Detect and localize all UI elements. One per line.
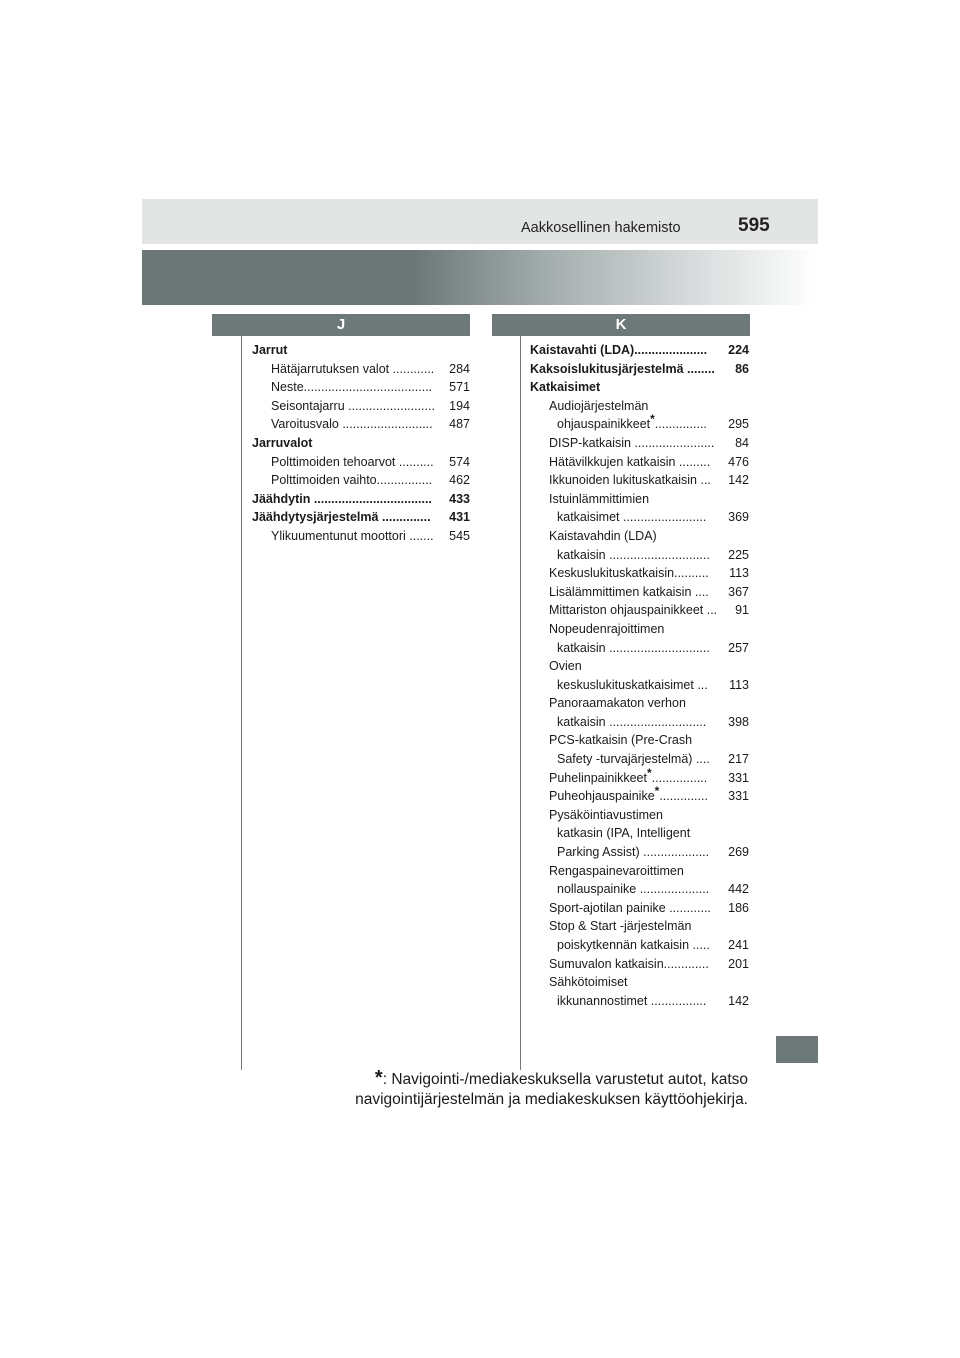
index-entry (530, 784, 749, 806)
index-entry-text: Istuinlämmittimien (549, 491, 650, 506)
index-entry-text: Kaistavahdin (LDA) (549, 528, 657, 543)
index-entry (530, 992, 749, 1011)
index-entry-leader: .............. (659, 789, 708, 804)
index-entry (252, 453, 470, 472)
index-entry (530, 750, 749, 769)
index-entry (530, 973, 749, 992)
index-entry-text: Seisontajarru ......................... (271, 398, 435, 413)
index-column-j (252, 341, 470, 546)
index-entry (530, 713, 749, 732)
index-entry (530, 955, 749, 974)
footnote-star: * (374, 1067, 383, 1089)
index-entry (530, 843, 749, 862)
page-number: 595 (738, 215, 770, 236)
index-entry-text: katkaisin ............................. (557, 640, 710, 655)
footnote-line-2: navigointijärjestelmän ja mediakeskuksen käyttöohjekirja. (355, 1091, 748, 1108)
index-entry-page: 369 (728, 510, 749, 525)
index-entry-text: Hätävilkkujen katkaisin ......... (549, 454, 711, 469)
index-entry-page: 367 (728, 584, 749, 599)
index-entry-text: ikkunannostimet ................ (557, 993, 707, 1008)
index-entry-text: Kaistavahti (LDA)..................... (530, 343, 708, 357)
index-entry-text: Lisälämmittimen katkaisin .... (549, 584, 709, 599)
index-entry (530, 471, 749, 490)
index-entry-page: 142 (728, 473, 749, 488)
index-entry-text: Ylikuumentunut moottori ....... (271, 528, 434, 543)
index-entry-text: katkaisimet ........................ (557, 510, 707, 525)
index-entry-page: 476 (728, 454, 749, 469)
index-entry-text: Nopeudenrajoittimen (549, 621, 665, 636)
index-entry-text: Katkaisimet (530, 380, 601, 395)
index-entry-text: Polttimoiden vaihto................ (271, 473, 433, 488)
index-entry-text: keskuslukituskatkaisimet ... (557, 677, 708, 692)
index-entry (530, 620, 749, 639)
index-entry (530, 824, 749, 843)
index-entry-page: 398 (728, 714, 749, 729)
index-entry (530, 546, 749, 565)
index-entry-page: 431 (449, 510, 470, 525)
index-entry-page: 574 (449, 454, 470, 469)
index-entry-leader: ............... (654, 417, 707, 432)
index-entry-text: Jarrut (252, 343, 288, 357)
index-entry-text: Ikkunoiden lukituskatkaisin ... (549, 473, 711, 488)
index-entry (530, 412, 749, 434)
index-entry-text: katkasin (IPA, Intelligent (557, 826, 691, 841)
header-title: Aakkosellinen hakemisto (521, 220, 681, 236)
index-entry (530, 508, 749, 527)
index-entry-text: Pysäköintiavustimen (549, 807, 663, 822)
index-entry (252, 378, 470, 397)
index-entry (530, 564, 749, 583)
index-entry-text: Jarruvalot (252, 435, 313, 450)
index-entry-text: Sumuvalon katkaisin............. (549, 956, 709, 971)
index-entry (252, 415, 470, 434)
index-entry-text: Ovien (549, 659, 582, 674)
index-column-k (530, 341, 749, 1010)
column-divider-middle (520, 336, 521, 1070)
index-entry (530, 378, 749, 397)
index-entry-text: Audiojärjestelmän (549, 398, 649, 413)
index-entry-text: Polttimoiden tehoarvot .......... (271, 454, 434, 469)
index-entry-text: Safety -turvajärjestelmä) .... (557, 752, 710, 767)
index-entry (252, 490, 470, 509)
index-entry (530, 583, 749, 602)
index-entry-page: 224 (728, 343, 749, 357)
index-entry (530, 657, 749, 676)
index-entry (530, 360, 749, 379)
index-entry-text: Puheohjauspainike (549, 789, 655, 804)
index-entry (252, 471, 470, 490)
index-entry-page: 225 (728, 547, 749, 562)
index-entry (530, 453, 749, 472)
index-entry (530, 601, 749, 620)
index-entry-page: 462 (449, 473, 470, 488)
footnote-star-marker: * (647, 765, 652, 780)
index-entry (252, 434, 470, 453)
section-tab-marker (776, 1036, 818, 1063)
index-entry-page: 487 (449, 417, 470, 432)
header-bar (142, 199, 818, 244)
footnote-star-marker: * (650, 412, 655, 427)
index-entry (530, 694, 749, 713)
index-entry (252, 341, 470, 360)
index-entry-text: Mittariston ohjauspainikkeet ... (549, 603, 718, 618)
index-entry (530, 917, 749, 936)
index-entry-text: poiskytkennän katkaisin ..... (557, 938, 710, 952)
index-entry-page: 142 (728, 993, 749, 1008)
index-entry-page: 86 (735, 361, 749, 376)
index-entry-page: 442 (728, 882, 749, 897)
index-entry-page: 571 (449, 380, 470, 395)
index-entry-text: Rengaspainevaroittimen (549, 863, 684, 878)
index-entry-page: 257 (728, 640, 749, 655)
index-entry (530, 862, 749, 881)
header-gradient-band (142, 250, 818, 305)
index-entry-page: 331 (728, 789, 749, 804)
index-entry-page: 284 (449, 361, 470, 376)
index-entry-text: katkaisin ............................. (557, 547, 710, 562)
footnote (355, 1068, 748, 1110)
index-entry (530, 880, 749, 899)
column-divider-left (241, 336, 242, 1070)
index-entry-text: Keskuslukituskatkaisin.......... (549, 566, 709, 581)
index-entry-text: Parking Assist) ................... (557, 845, 710, 860)
index-entry-text: nollauspainike .................... (557, 882, 710, 897)
index-entry-text: katkaisin ............................ (557, 714, 707, 729)
index-entry-text: Puhelinpainikkeet (549, 770, 647, 785)
index-entry-page: 186 (728, 900, 749, 915)
index-entry-page: 269 (728, 845, 749, 860)
index-entry-page: 331 (728, 770, 749, 785)
index-entry (252, 508, 470, 527)
index-entry (530, 397, 749, 416)
index-entry-page: 84 (735, 435, 749, 450)
index-entry-page: 295 (728, 417, 749, 432)
section-header-j: J (212, 314, 470, 336)
index-entry-page: 91 (735, 603, 749, 618)
section-header-k: K (492, 314, 750, 336)
index-entry-text: PCS-katkaisin (Pre-Crash (549, 733, 693, 748)
index-entry-page: 113 (729, 677, 749, 692)
index-entry (252, 397, 470, 416)
index-entry (530, 639, 749, 658)
index-entry-text: ohjauspainikkeet (557, 417, 651, 432)
index-entry (530, 731, 749, 750)
index-entry-text: Varoitusvalo .......................... (271, 417, 433, 432)
index-entry-page: 201 (728, 956, 749, 971)
index-entry (530, 806, 749, 825)
index-entry-text: Sähkötoimiset (549, 975, 628, 990)
index-entry (530, 434, 749, 453)
index-entry (530, 527, 749, 546)
footnote-line-1: : Navigointi-/mediakeskuksella varustetut autot, katso (382, 1071, 748, 1088)
index-entry-page: 113 (729, 566, 749, 581)
index-entry (530, 936, 749, 955)
index-entry-page: 545 (449, 528, 470, 543)
index-entry (252, 360, 470, 379)
index-entry-text: DISP-katkaisin ....................... (549, 435, 715, 450)
index-entry-page: 433 (449, 491, 470, 506)
index-entry (530, 765, 749, 788)
index-entry-text: Neste..................................... (271, 380, 433, 395)
index-entry-text: Sport-ajotilan painike ............ (549, 900, 711, 915)
index-entry-leader: ................ (651, 770, 708, 785)
index-entry (530, 676, 749, 695)
index-entry (252, 527, 470, 546)
index-entry (530, 490, 749, 509)
index-entry-text: Panoraamakaton verhon (549, 696, 686, 711)
index-entry (530, 341, 749, 360)
index-entry-page: 217 (728, 752, 749, 767)
index-entry (530, 899, 749, 918)
index-entry-text: Hätäjarrutuksen valot ............ (271, 361, 435, 376)
index-entry-page: 241 (728, 938, 749, 952)
index-entry-text: Jäähdytin .................................. (252, 491, 432, 506)
index-entry-page: 194 (449, 398, 470, 413)
index-entry-text: Jäähdytysjärjestelmä .............. (252, 510, 431, 525)
index-entry-text: Stop & Start -järjestelmän (549, 919, 692, 934)
footnote-star-marker: * (654, 784, 660, 799)
index-entry-text: Kaksoislukitusjärjestelmä ........ (530, 361, 715, 376)
